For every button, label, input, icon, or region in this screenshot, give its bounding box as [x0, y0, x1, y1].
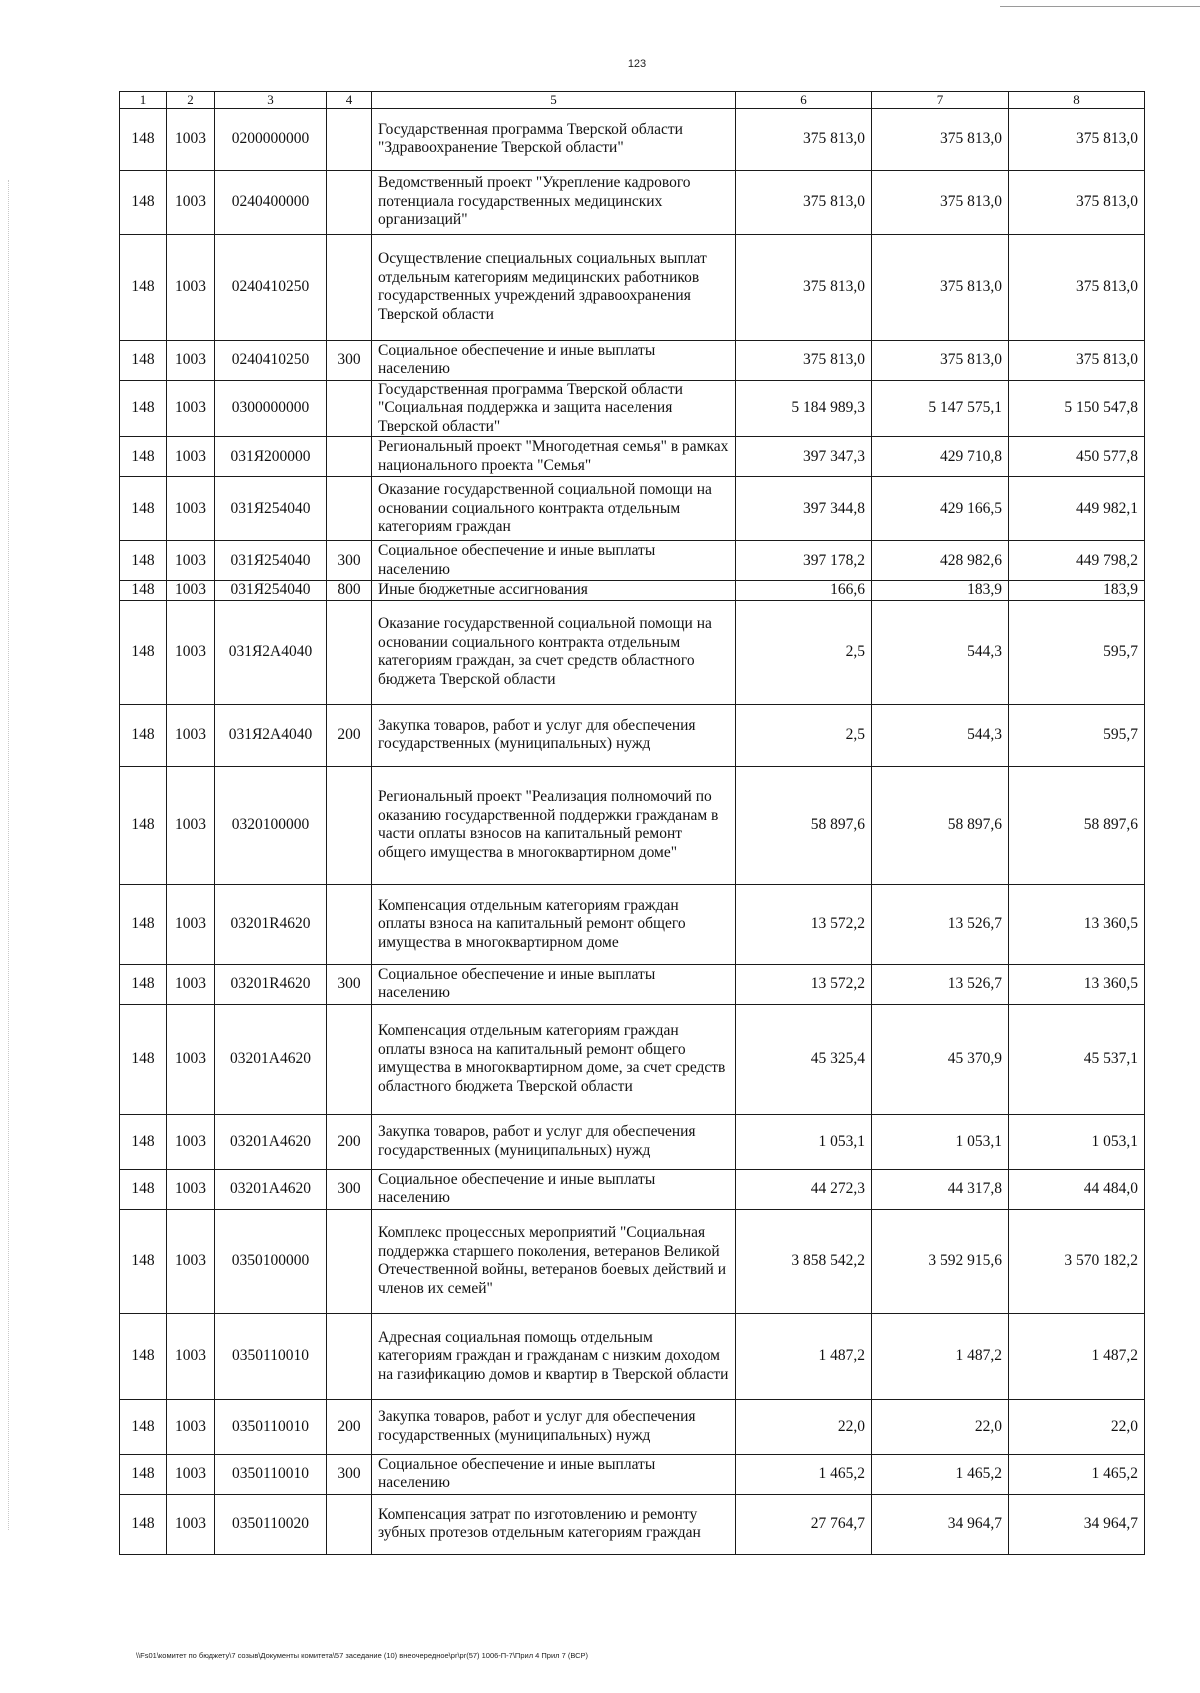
amount-col-6-cell: 45 325,4 — [736, 1004, 872, 1114]
header-col-2: 2 — [167, 92, 215, 109]
amount-col-6-cell: 13 572,2 — [736, 884, 872, 964]
admin-code-cell: 148 — [120, 1313, 167, 1399]
target-code-cell: 03201R4620 — [215, 884, 327, 964]
amount-col-7-cell: 1 465,2 — [872, 1454, 1009, 1494]
expense-kind-cell — [327, 884, 372, 964]
amount-col-6-cell: 1 465,2 — [736, 1454, 872, 1494]
item-name-cell: Оказание государственной социальной помощи на основании социального контракта отдельным категориям граждан — [372, 477, 736, 541]
amount-col-7-cell: 1 487,2 — [872, 1313, 1009, 1399]
admin-code-cell: 148 — [120, 1114, 167, 1169]
section-code-cell: 1003 — [167, 766, 215, 884]
target-code-cell: 031Я254040 — [215, 541, 327, 581]
amount-col-6-cell: 5 184 989,3 — [736, 380, 872, 437]
table-row — [120, 704, 1145, 766]
admin-code-cell: 148 — [120, 170, 167, 234]
section-code-cell: 1003 — [167, 340, 215, 380]
section-code-cell: 1003 — [167, 108, 215, 170]
item-name-cell: Ведомственный проект "Укрепление кадрового потенциала государственных медицинских организаций" — [372, 170, 736, 234]
amount-col-7-cell: 375 813,0 — [872, 170, 1009, 234]
table-row — [120, 1114, 1145, 1169]
target-code-cell: 0350100000 — [215, 1209, 327, 1313]
amount-col-8-cell: 1 487,2 — [1009, 1313, 1145, 1399]
amount-col-8-cell: 449 798,2 — [1009, 541, 1145, 581]
item-name-cell: Компенсация затрат по изготовлению и ремонту зубных протезов отдельным категориям граждан — [372, 1494, 736, 1554]
section-code-cell: 1003 — [167, 380, 215, 437]
item-name-cell: Осуществление специальных социальных выплат отдельным категориям медицинских работников государственных учреждений здравоохранения Тверской области — [372, 234, 736, 340]
expense-kind-cell: 300 — [327, 1454, 372, 1494]
expense-kind-cell — [327, 1209, 372, 1313]
admin-code-cell: 148 — [120, 1494, 167, 1554]
admin-code-cell: 148 — [120, 581, 167, 601]
amount-col-6-cell: 2,5 — [736, 704, 872, 766]
budget-table — [119, 91, 1145, 1555]
admin-code-cell: 148 — [120, 600, 167, 704]
target-code-cell: 03201R4620 — [215, 964, 327, 1004]
header-col-7: 7 — [872, 92, 1009, 109]
table-row — [120, 234, 1145, 340]
target-code-cell: 031Я2А4040 — [215, 600, 327, 704]
admin-code-cell: 148 — [120, 340, 167, 380]
amount-col-8-cell: 450 577,8 — [1009, 437, 1145, 477]
admin-code-cell: 148 — [120, 964, 167, 1004]
expense-kind-cell — [327, 437, 372, 477]
section-code-cell: 1003 — [167, 600, 215, 704]
amount-col-8-cell: 1 053,1 — [1009, 1114, 1145, 1169]
amount-col-7-cell: 429 710,8 — [872, 437, 1009, 477]
expense-kind-cell — [327, 600, 372, 704]
top-edge-rule — [1000, 6, 1200, 7]
header-col-8: 8 — [1009, 92, 1145, 109]
amount-col-8-cell: 595,7 — [1009, 704, 1145, 766]
expense-kind-cell: 200 — [327, 1114, 372, 1169]
amount-col-6-cell: 166,6 — [736, 581, 872, 601]
amount-col-7-cell: 183,9 — [872, 581, 1009, 601]
section-code-cell: 1003 — [167, 477, 215, 541]
section-code-cell: 1003 — [167, 884, 215, 964]
item-name-cell: Социальное обеспечение и иные выплаты населению — [372, 1169, 736, 1209]
item-name-cell: Закупка товаров, работ и услуг для обеспечения государственных (муниципальных) нужд — [372, 1114, 736, 1169]
table-row — [120, 340, 1145, 380]
amount-col-6-cell: 375 813,0 — [736, 108, 872, 170]
expense-kind-cell: 300 — [327, 541, 372, 581]
item-name-cell: Комплекс процессных мероприятий "Социальная поддержка старшего поколения, ветеранов Великой Отечественной войны, ветеранов боевых действий и членов их семей" — [372, 1209, 736, 1313]
amount-col-7-cell: 44 317,8 — [872, 1169, 1009, 1209]
header-col-3: 3 — [215, 92, 327, 109]
target-code-cell: 0350110010 — [215, 1313, 327, 1399]
target-code-cell: 0240410250 — [215, 234, 327, 340]
item-name-cell: Компенсация отдельным категориям граждан оплаты взноса на капитальный ремонт общего имущества в многоквартирном доме, за счет средств областного бюджета Тверской области — [372, 1004, 736, 1114]
table-row — [120, 884, 1145, 964]
expense-kind-cell — [327, 1004, 372, 1114]
amount-col-7-cell: 375 813,0 — [872, 108, 1009, 170]
target-code-cell: 031Я254040 — [215, 581, 327, 601]
item-name-cell: Социальное обеспечение и иные выплаты населению — [372, 964, 736, 1004]
table-row — [120, 1399, 1145, 1454]
amount-col-7-cell: 544,3 — [872, 704, 1009, 766]
expense-kind-cell: 800 — [327, 581, 372, 601]
section-code-cell: 1003 — [167, 964, 215, 1004]
amount-col-8-cell: 375 813,0 — [1009, 108, 1145, 170]
section-code-cell: 1003 — [167, 1169, 215, 1209]
amount-col-7-cell: 58 897,6 — [872, 766, 1009, 884]
amount-col-8-cell: 22,0 — [1009, 1399, 1145, 1454]
target-code-cell: 03201A4620 — [215, 1169, 327, 1209]
amount-col-8-cell: 375 813,0 — [1009, 170, 1145, 234]
section-code-cell: 1003 — [167, 1494, 215, 1554]
amount-col-7-cell: 5 147 575,1 — [872, 380, 1009, 437]
admin-code-cell: 148 — [120, 704, 167, 766]
target-code-cell: 03201A4620 — [215, 1004, 327, 1114]
footer-file-path: \\Fs01\комитет по бюджету\7 созыв\Документы комитета\57 заседание (10) внеочередное\pr\pr(57) 1006-П-7\Прил 4 Прил 7 (ВСР) — [136, 1651, 589, 1660]
amount-col-8-cell: 45 537,1 — [1009, 1004, 1145, 1114]
target-code-cell: 0240400000 — [215, 170, 327, 234]
admin-code-cell: 148 — [120, 884, 167, 964]
expense-kind-cell: 300 — [327, 964, 372, 1004]
amount-col-8-cell: 13 360,5 — [1009, 964, 1145, 1004]
amount-col-8-cell: 1 465,2 — [1009, 1454, 1145, 1494]
expense-kind-cell: 300 — [327, 1169, 372, 1209]
amount-col-8-cell: 5 150 547,8 — [1009, 380, 1145, 437]
item-name-cell: Социальное обеспечение и иные выплаты населению — [372, 1454, 736, 1494]
table-row — [120, 1209, 1145, 1313]
section-code-cell: 1003 — [167, 541, 215, 581]
header-col-5: 5 — [372, 92, 736, 109]
table-row — [120, 108, 1145, 170]
admin-code-cell: 148 — [120, 1169, 167, 1209]
target-code-cell: 0320100000 — [215, 766, 327, 884]
header-col-1: 1 — [120, 92, 167, 109]
expense-kind-cell: 300 — [327, 340, 372, 380]
amount-col-6-cell: 375 813,0 — [736, 340, 872, 380]
amount-col-6-cell: 397 344,8 — [736, 477, 872, 541]
amount-col-8-cell: 58 897,6 — [1009, 766, 1145, 884]
expense-kind-cell — [327, 380, 372, 437]
admin-code-cell: 148 — [120, 541, 167, 581]
table-row — [120, 1313, 1145, 1399]
amount-col-6-cell: 22,0 — [736, 1399, 872, 1454]
amount-col-8-cell: 375 813,0 — [1009, 234, 1145, 340]
expense-kind-cell — [327, 1313, 372, 1399]
table-row — [120, 380, 1145, 437]
table-row — [120, 581, 1145, 601]
table-body — [120, 108, 1145, 1554]
amount-col-6-cell: 58 897,6 — [736, 766, 872, 884]
amount-col-8-cell: 34 964,7 — [1009, 1494, 1145, 1554]
table-row — [120, 170, 1145, 234]
item-name-cell: Адресная социальная помощь отдельным категориям граждан и гражданам с низким доходом на газификацию домов и квартир в Тверской области — [372, 1313, 736, 1399]
amount-col-6-cell: 44 272,3 — [736, 1169, 872, 1209]
item-name-cell: Государственная программа Тверской области "Здравоохранение Тверской области" — [372, 108, 736, 170]
section-code-cell: 1003 — [167, 170, 215, 234]
admin-code-cell: 148 — [120, 766, 167, 884]
target-code-cell: 0350110010 — [215, 1399, 327, 1454]
amount-col-7-cell: 13 526,7 — [872, 884, 1009, 964]
amount-col-7-cell: 1 053,1 — [872, 1114, 1009, 1169]
section-code-cell: 1003 — [167, 1209, 215, 1313]
target-code-cell: 0300000000 — [215, 380, 327, 437]
item-name-cell: Закупка товаров, работ и услуг для обеспечения государственных (муниципальных) нужд — [372, 1399, 736, 1454]
page-number: 123 — [627, 58, 647, 70]
amount-col-8-cell: 375 813,0 — [1009, 340, 1145, 380]
target-code-cell: 0240410250 — [215, 340, 327, 380]
amount-col-8-cell: 44 484,0 — [1009, 1169, 1145, 1209]
table-row — [120, 964, 1145, 1004]
section-code-cell: 1003 — [167, 1454, 215, 1494]
table-row — [120, 766, 1145, 884]
table-row — [120, 477, 1145, 541]
target-code-cell: 0350110020 — [215, 1494, 327, 1554]
amount-col-7-cell: 34 964,7 — [872, 1494, 1009, 1554]
section-code-cell: 1003 — [167, 1313, 215, 1399]
item-name-cell: Социальное обеспечение и иные выплаты населению — [372, 541, 736, 581]
admin-code-cell: 148 — [120, 1399, 167, 1454]
section-code-cell: 1003 — [167, 581, 215, 601]
expense-kind-cell — [327, 1494, 372, 1554]
section-code-cell: 1003 — [167, 1399, 215, 1454]
amount-col-7-cell: 375 813,0 — [872, 234, 1009, 340]
amount-col-6-cell: 1 053,1 — [736, 1114, 872, 1169]
amount-col-7-cell: 429 166,5 — [872, 477, 1009, 541]
amount-col-6-cell: 2,5 — [736, 600, 872, 704]
admin-code-cell: 148 — [120, 380, 167, 437]
expense-kind-cell — [327, 108, 372, 170]
amount-col-8-cell: 183,9 — [1009, 581, 1145, 601]
admin-code-cell: 148 — [120, 437, 167, 477]
amount-col-6-cell: 27 764,7 — [736, 1494, 872, 1554]
target-code-cell: 031Я2А4040 — [215, 704, 327, 766]
amount-col-6-cell: 1 487,2 — [736, 1313, 872, 1399]
table-row — [120, 437, 1145, 477]
amount-col-7-cell: 428 982,6 — [872, 541, 1009, 581]
table-row — [120, 541, 1145, 581]
target-code-cell: 031Я200000 — [215, 437, 327, 477]
expense-kind-cell — [327, 477, 372, 541]
table-row — [120, 1454, 1145, 1494]
target-code-cell: 0200000000 — [215, 108, 327, 170]
section-code-cell: 1003 — [167, 437, 215, 477]
amount-col-6-cell: 3 858 542,2 — [736, 1209, 872, 1313]
admin-code-cell: 148 — [120, 108, 167, 170]
table-row — [120, 1004, 1145, 1114]
item-name-cell: Иные бюджетные ассигнования — [372, 581, 736, 601]
table-row — [120, 1169, 1145, 1209]
amount-col-7-cell: 3 592 915,6 — [872, 1209, 1009, 1313]
target-code-cell: 0350110010 — [215, 1454, 327, 1494]
amount-col-7-cell: 13 526,7 — [872, 964, 1009, 1004]
expense-kind-cell — [327, 234, 372, 340]
amount-col-8-cell: 449 982,1 — [1009, 477, 1145, 541]
item-name-cell: Государственная программа Тверской области "Социальная поддержка и защита населения Тверской области" — [372, 380, 736, 437]
amount-col-6-cell: 13 572,2 — [736, 964, 872, 1004]
amount-col-6-cell: 375 813,0 — [736, 170, 872, 234]
admin-code-cell: 148 — [120, 1454, 167, 1494]
item-name-cell: Социальное обеспечение и иные выплаты населению — [372, 340, 736, 380]
admin-code-cell: 148 — [120, 477, 167, 541]
target-code-cell: 031Я254040 — [215, 477, 327, 541]
section-code-cell: 1003 — [167, 1114, 215, 1169]
amount-col-7-cell: 45 370,9 — [872, 1004, 1009, 1114]
expense-kind-cell: 200 — [327, 1399, 372, 1454]
section-code-cell: 1003 — [167, 234, 215, 340]
expense-kind-cell — [327, 766, 372, 884]
item-name-cell: Оказание государственной социальной помощи на основании социального контракта отдельным категориям граждан, за счет средств областного бюджета Тверской области — [372, 600, 736, 704]
target-code-cell: 03201A4620 — [215, 1114, 327, 1169]
amount-col-8-cell: 595,7 — [1009, 600, 1145, 704]
header-col-4: 4 — [327, 92, 372, 109]
section-code-cell: 1003 — [167, 704, 215, 766]
amount-col-7-cell: 375 813,0 — [872, 340, 1009, 380]
item-name-cell: Региональный проект "Реализация полномочий по оказанию государственной поддержки гражданам в части оплаты взносов на капитальный ремонт общего имущества в многоквартирном доме" — [372, 766, 736, 884]
amount-col-7-cell: 544,3 — [872, 600, 1009, 704]
amount-col-6-cell: 397 347,3 — [736, 437, 872, 477]
header-col-6: 6 — [736, 92, 872, 109]
table-header-row — [120, 92, 1145, 109]
admin-code-cell: 148 — [120, 234, 167, 340]
item-name-cell: Компенсация отдельным категориям граждан оплаты взноса на капитальный ремонт общего имущества в многоквартирном доме — [372, 884, 736, 964]
amount-col-6-cell: 397 178,2 — [736, 541, 872, 581]
item-name-cell: Закупка товаров, работ и услуг для обеспечения государственных (муниципальных) нужд — [372, 704, 736, 766]
expense-kind-cell: 200 — [327, 704, 372, 766]
admin-code-cell: 148 — [120, 1209, 167, 1313]
scan-edge-mark — [8, 180, 9, 1530]
amount-col-8-cell: 3 570 182,2 — [1009, 1209, 1145, 1313]
section-code-cell: 1003 — [167, 1004, 215, 1114]
table-row — [120, 600, 1145, 704]
table-row — [120, 1494, 1145, 1554]
expense-kind-cell — [327, 170, 372, 234]
item-name-cell: Региональный проект "Многодетная семья" в рамках национального проекта "Семья" — [372, 437, 736, 477]
admin-code-cell: 148 — [120, 1004, 167, 1114]
amount-col-7-cell: 22,0 — [872, 1399, 1009, 1454]
amount-col-8-cell: 13 360,5 — [1009, 884, 1145, 964]
amount-col-6-cell: 375 813,0 — [736, 234, 872, 340]
